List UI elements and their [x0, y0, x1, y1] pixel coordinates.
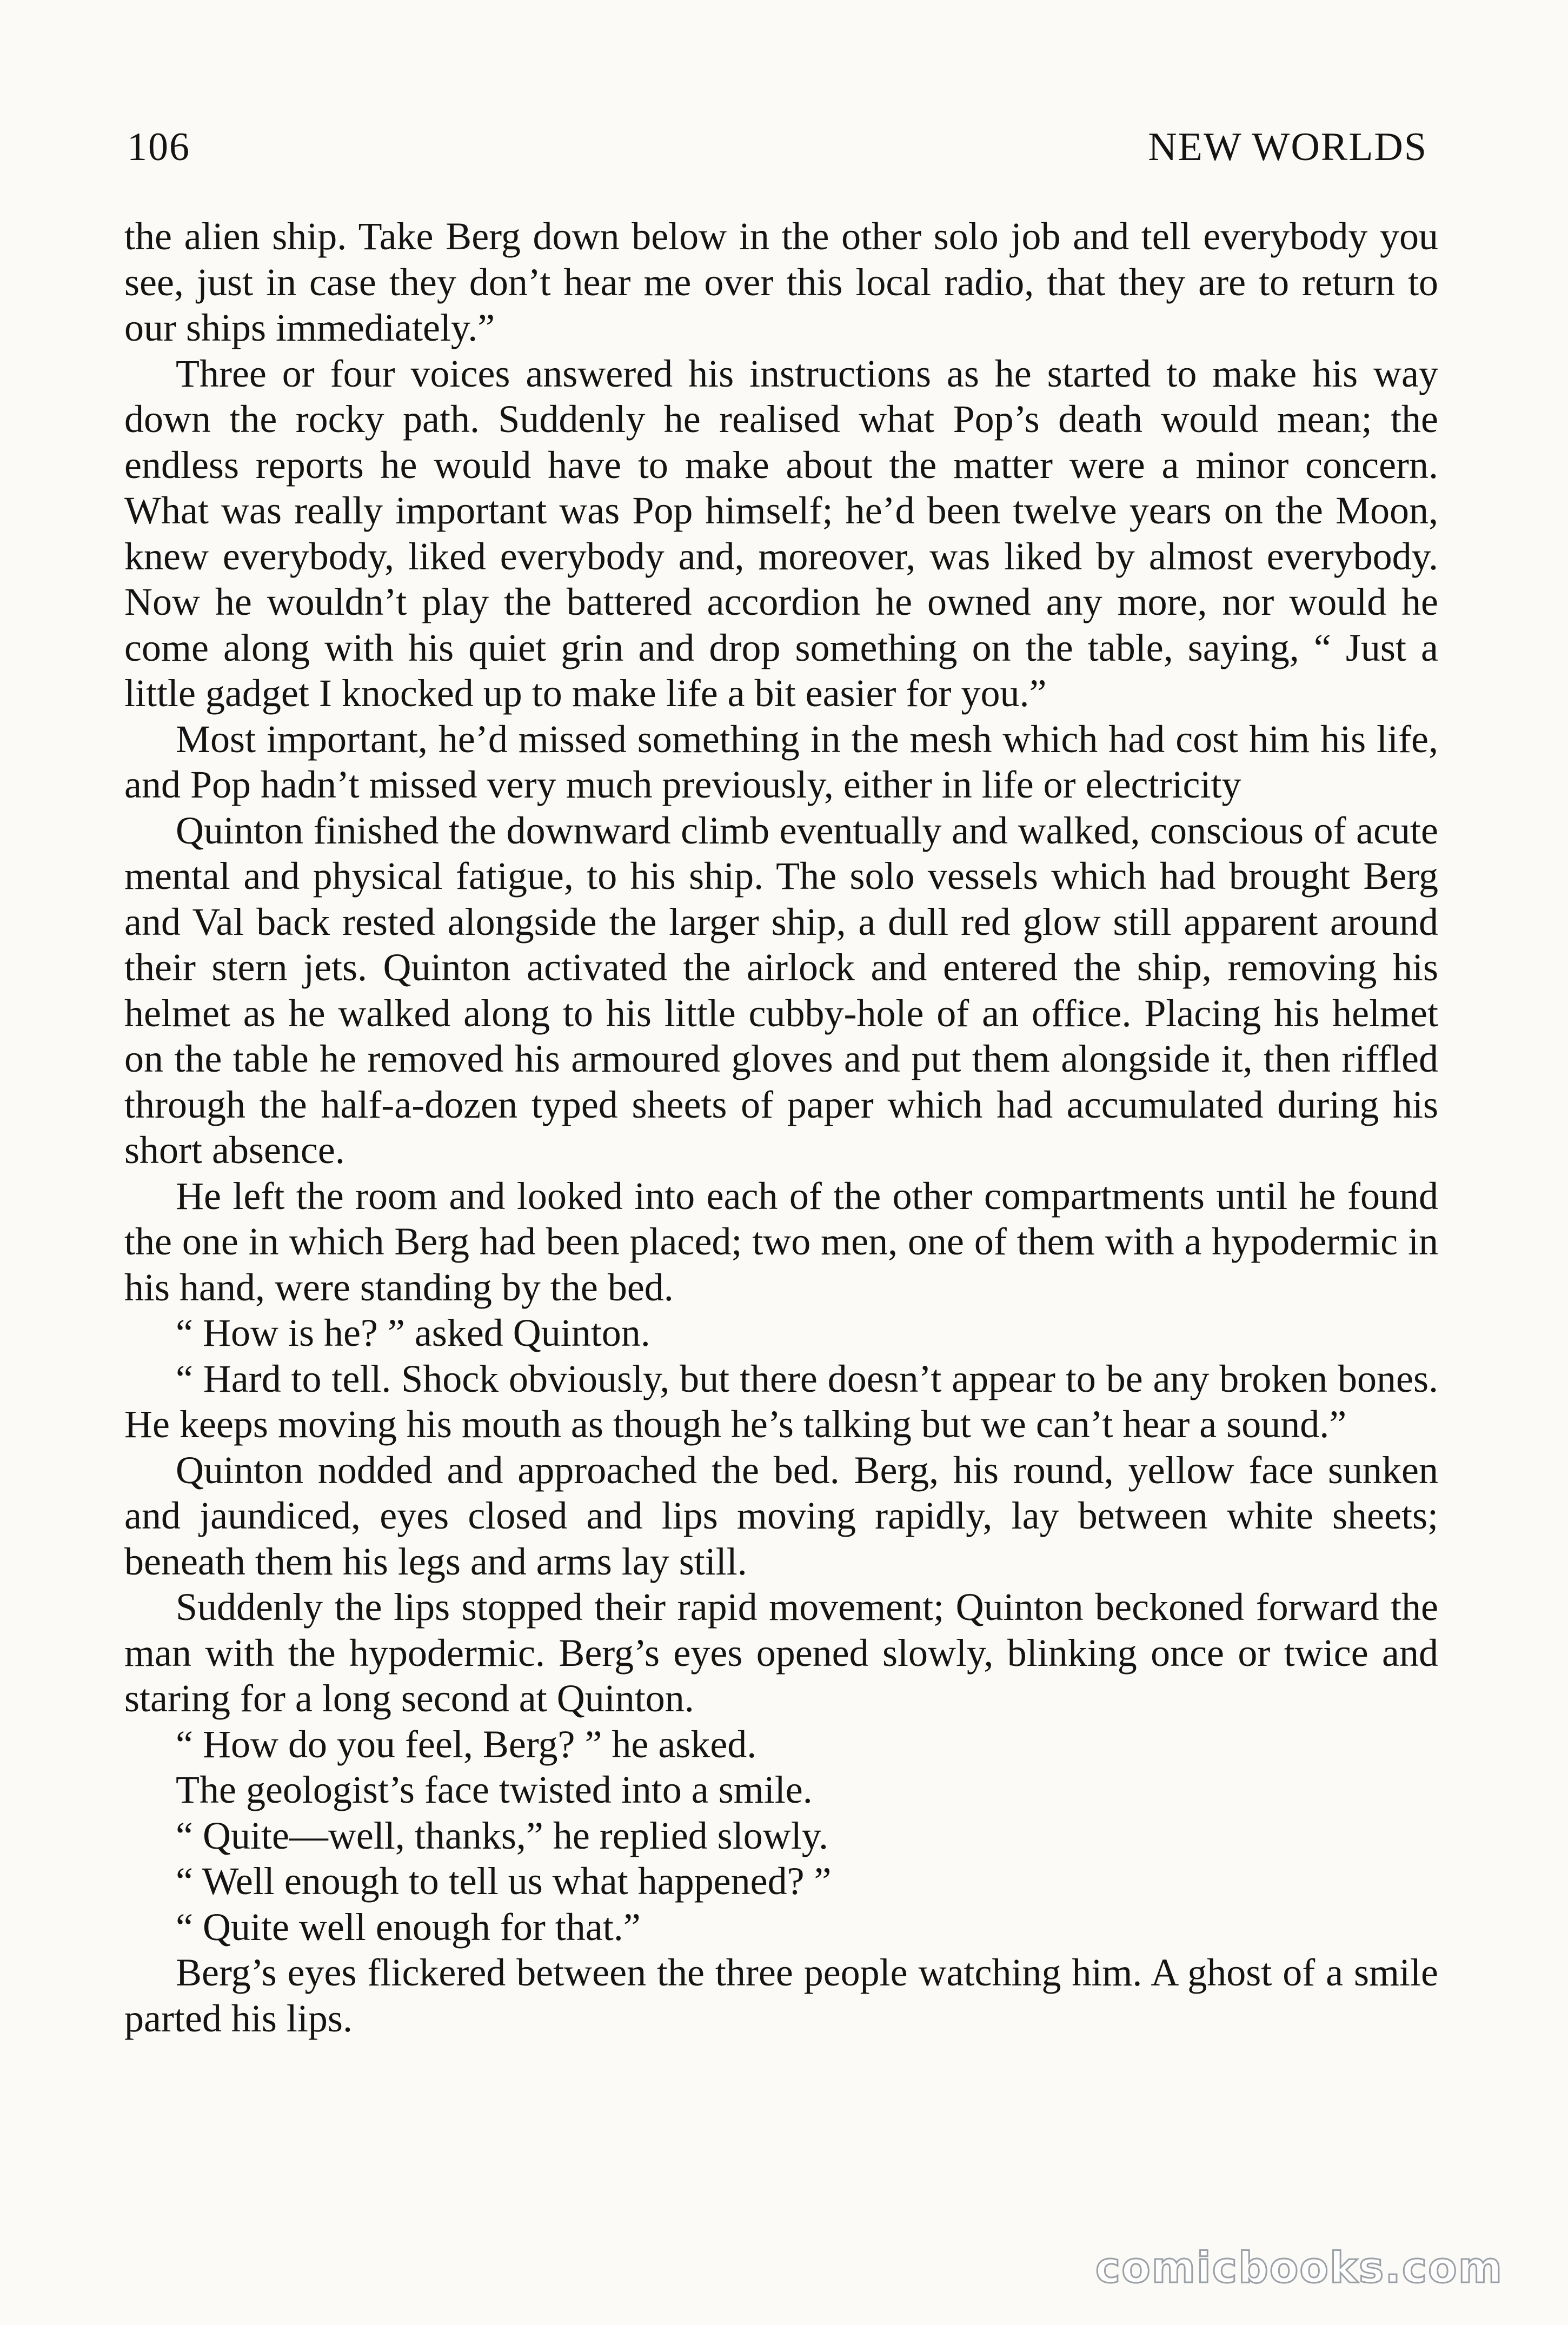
paragraph: Three or four voices answered his instructions as he started to make his way down the rocky path. Suddenly he realised what Pop’s death would mean; the endless reports he would have to make about the matter were a minor concern. What was really important was Pop himself; he’d been twelve years on the Moon, knew everybody, liked everybody and, moreover, was liked by almost everybody. Now he wouldn’t play the battered accordion he owned any more, nor would he come along with his quiet grin and drop something on the table, saying, “ Just a little gadget I knocked up to make life a bit easier for you.”: [124, 351, 1438, 715]
watermark-logo: comicbooks.com: [1095, 2244, 1503, 2293]
paragraph: Most important, he’d missed something in the mesh which had cost him his life, and Pop hadn’t missed very much previously, either in life or electricity: [124, 717, 1438, 806]
paragraph: Quinton nodded and approached the bed. Berg, his round, yellow face sunken and jaundiced, eyes closed and lips moving rapidly, lay between white sheets; beneath them his legs and arms lay still.: [124, 1448, 1438, 1583]
page-number: 106: [127, 125, 190, 169]
paragraph: “ How is he? ” asked Quinton.: [176, 1311, 650, 1354]
page-header: [127, 124, 1427, 189]
paragraph: “ How do you feel, Berg? ” he asked.: [176, 1722, 757, 1766]
paragraph: “ Hard to tell. Shock obviously, but there doesn’t appear to be any broken bones. He keeps moving his mouth as though he’s talking but we can’t hear a sound.”: [124, 1357, 1438, 1446]
paragraph: He left the room and looked into each of the other compartments until he found the one in which Berg had been placed; two men, one of them with a hypodermic in his hand, were standing by the bed.: [124, 1174, 1438, 1309]
paragraph: The geologist’s face twisted into a smile.: [176, 1768, 813, 1811]
paragraph: Quinton finished the downward climb eventually and walked, conscious of acute mental and physical fatigue, to his ship. The solo vessels which had brought Berg and Val back rested alongside the larger ship, a dull red glow still apparent around their stern jets. Quinton activated the airlock and entered the ship, removing his helmet as he walked along to his little cubby-hole of an office. Placing his helmet on the table he removed his armoured gloves and put them alongside it, then riffled through the half-a-dozen typed sheets of paper which had accumulated during his short absence.: [124, 808, 1438, 1172]
paragraph: “ Quite well enough for that.”: [176, 1905, 641, 1949]
paragraph: Berg’s eyes flickered between the three people watching him. A ghost of a smile parted his lips.: [124, 1951, 1438, 2040]
paragraph: “ Well enough to tell us what happened? ”: [176, 1859, 832, 1903]
paragraph: Suddenly the lips stopped their rapid movement; Quinton beckoned forward the man with the hypodermic. Berg’s eyes opened slowly, blinking once or twice and staring for a long second at Quinton.: [124, 1585, 1438, 1720]
paragraph: “ Quite—well, thanks,” he replied slowly.: [176, 1813, 829, 1857]
body-text: [124, 214, 1438, 2041]
paragraph: the alien ship. Take Berg down below in the other solo job and tell everybody you see, just in case they don’t hear me over this local radio, that they are to return to our ships immediately.”: [124, 215, 1438, 349]
running-title: NEW WORLDS: [1148, 125, 1427, 169]
